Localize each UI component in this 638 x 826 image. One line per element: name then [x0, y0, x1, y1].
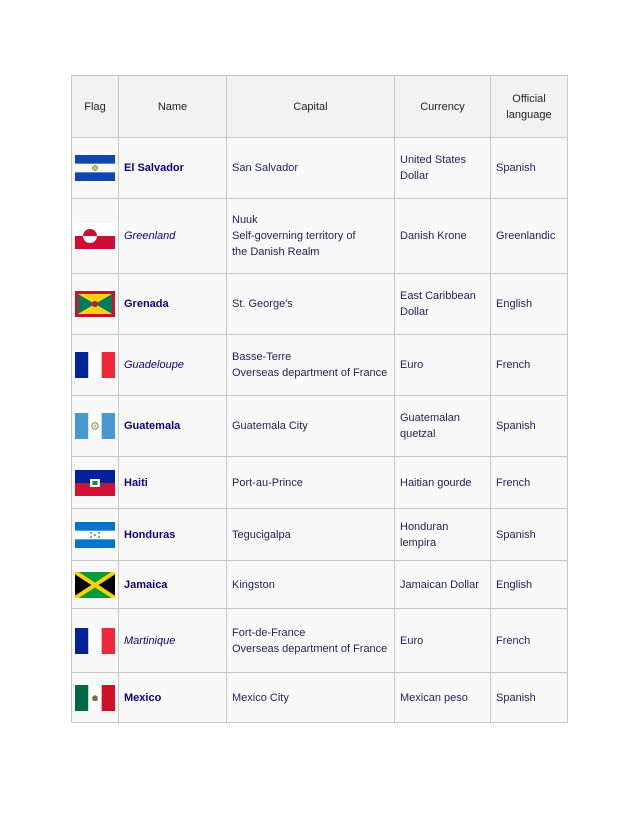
currency-cell [395, 396, 491, 457]
capital-cell [227, 509, 395, 561]
capital-line: Fort-de-France [232, 626, 306, 639]
haiti-flag-icon[interactable] [75, 470, 115, 496]
country-name-link-martinique[interactable]: Martinique [119, 609, 227, 673]
capital-line: Overseas department of France [232, 367, 388, 379]
language-cell: Spanish [491, 138, 568, 199]
country-name-link-grenada[interactable]: Grenada [119, 274, 227, 335]
country-name-link-jamaica[interactable]: Jamaica [119, 561, 227, 609]
capital-line: Guatemala City [232, 420, 308, 432]
language-cell: French [491, 457, 568, 509]
currency-cell [395, 509, 491, 561]
flag-cell [72, 396, 119, 457]
table-row [72, 396, 568, 457]
capital-cell [227, 335, 395, 396]
header-capital: Capital [227, 76, 395, 138]
header-flag: Flag [72, 76, 119, 138]
capital-cell [227, 457, 395, 509]
table-row [72, 509, 568, 561]
flag-cell [72, 509, 119, 561]
language-cell: English [491, 561, 568, 609]
currency-cell [395, 138, 491, 199]
table-row [72, 609, 568, 673]
jamaica-flag-icon[interactable] [75, 572, 115, 598]
table-row [72, 457, 568, 509]
currency-line: East Caribbean [400, 290, 476, 302]
capital-cell [227, 561, 395, 609]
honduras-flag-icon[interactable] [75, 522, 115, 548]
table-row [72, 335, 568, 396]
currency-line: Haitian gourde [400, 476, 472, 489]
currency-line: quetzal [400, 428, 436, 440]
flag-cell [72, 199, 119, 274]
capital-line: Overseas department of France [232, 642, 388, 655]
capital-cell [227, 199, 395, 274]
table-row [72, 138, 568, 199]
capital-cell [227, 609, 395, 673]
flag-cell [72, 609, 119, 673]
flag-cell [72, 274, 119, 335]
countries-table [71, 75, 568, 723]
language-cell: Spanish [491, 509, 568, 561]
country-name-link-honduras[interactable]: Honduras [119, 509, 227, 561]
capital-line: Self-governing territory of [232, 230, 356, 242]
greenland-flag-icon[interactable] [75, 223, 115, 249]
currency-cell [395, 673, 491, 723]
capital-cell [227, 673, 395, 723]
flag-cell [72, 673, 119, 723]
table-row [72, 673, 568, 723]
capital-cell [227, 138, 395, 199]
capital-line: Basse-Terre [232, 351, 292, 363]
language-cell: Spanish [491, 673, 568, 723]
header-name: Name [119, 76, 227, 138]
capital-line: St. George's [232, 298, 293, 310]
flag-cell [72, 335, 119, 396]
currency-cell [395, 609, 491, 673]
currency-cell [395, 457, 491, 509]
martinique-flag-icon[interactable] [75, 628, 115, 654]
currency-line: United States [400, 154, 467, 166]
currency-line: Euro [400, 359, 424, 371]
grenada-flag-icon[interactable] [75, 291, 115, 317]
currency-line: Honduran lempira [400, 520, 449, 549]
capital-line: Port-au-Prince [232, 476, 303, 489]
currency-line: Mexican peso [400, 691, 468, 704]
flag-cell [72, 457, 119, 509]
flag-cell [72, 138, 119, 199]
currency-line: Danish Krone [400, 230, 467, 242]
currency-cell [395, 274, 491, 335]
currency-cell [395, 561, 491, 609]
capital-cell [227, 274, 395, 335]
currency-line: Euro [400, 634, 424, 647]
header-official-language: Official language [491, 76, 568, 138]
currency-line: Dollar [400, 170, 429, 182]
guadeloupe-flag-icon[interactable] [75, 352, 115, 378]
header-currency: Currency [395, 76, 491, 138]
mexico-flag-icon[interactable] [75, 685, 115, 711]
table-row [72, 199, 568, 274]
capital-line: San Salvador [232, 162, 299, 174]
language-cell: English [491, 274, 568, 335]
currency-line: Dollar [400, 306, 429, 318]
capital-cell [227, 396, 395, 457]
country-name-link-el-salvador[interactable]: El Salvador [119, 138, 227, 199]
currency-line: Jamaican Dollar [400, 578, 479, 591]
el-salvador-flag-icon[interactable] [75, 155, 115, 181]
country-name-link-guatemala[interactable]: Guatemala [119, 396, 227, 457]
guatemala-flag-icon[interactable] [75, 413, 115, 439]
language-cell: French [491, 609, 568, 673]
currency-line: Guatemalan [400, 412, 460, 424]
currency-cell [395, 199, 491, 274]
capital-line: Nuuk [232, 214, 258, 226]
header-row [72, 76, 568, 138]
language-cell: Greenlandic [491, 199, 568, 274]
flag-cell [72, 561, 119, 609]
capital-line: the Danish Realm [232, 246, 320, 258]
country-name-link-mexico[interactable]: Mexico [119, 673, 227, 723]
country-name-link-haiti[interactable]: Haiti [119, 457, 227, 509]
country-name-link-greenland[interactable]: Greenland [119, 199, 227, 274]
country-name-link-guadeloupe[interactable]: Guadeloupe [119, 335, 227, 396]
table-row [72, 561, 568, 609]
language-cell: Spanish [491, 396, 568, 457]
capital-line: Mexico City [232, 691, 289, 704]
language-cell: French [491, 335, 568, 396]
table-body [72, 138, 568, 723]
table-row [72, 274, 568, 335]
capital-line: Tegucigalpa [232, 528, 291, 541]
currency-cell [395, 335, 491, 396]
capital-line: Kingston [232, 578, 275, 591]
